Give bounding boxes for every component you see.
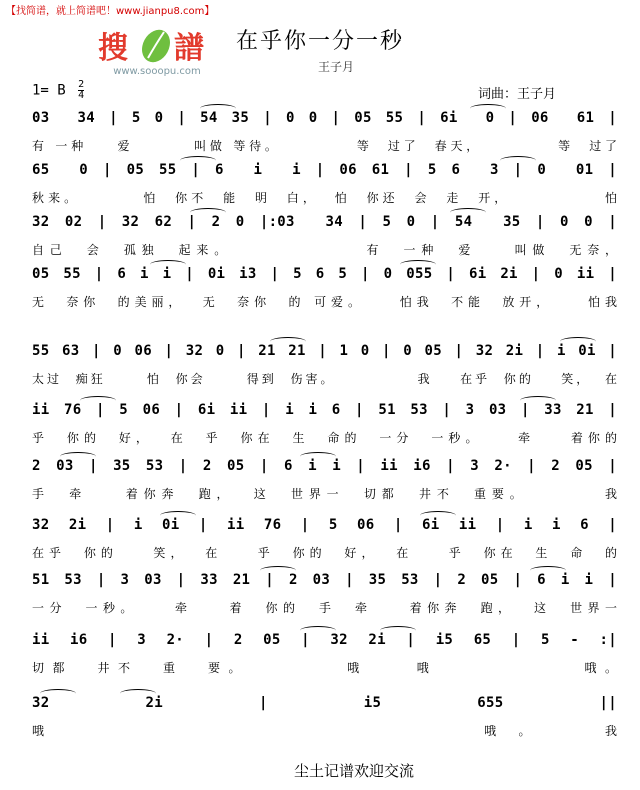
notation-line: 32 02 | 32 62 | 2 0 |:03 34 | 5 0 | 54 35 | 0 0 | xyxy=(32,214,617,230)
credits: 词曲：王子月 xyxy=(478,87,557,102)
slur-mark xyxy=(380,626,416,635)
time-signature-bottom: 4 xyxy=(78,90,85,101)
slur-mark xyxy=(160,511,196,520)
lyrics-line: 无 奈你 的美丽， 无 奈你 的 可爱。 怕我 不能 放开， 怕我 xyxy=(32,295,617,309)
notation-line: 55 63 | 0 06 | 32 0 | 21 21 | 1 0 | 0 05 | 32 2i | i 0i | xyxy=(32,343,617,359)
logo-char-1: 搜 xyxy=(98,31,128,66)
slur-mark xyxy=(190,208,226,217)
slur-mark xyxy=(120,689,156,698)
slur-mark xyxy=(500,156,536,165)
slur-mark xyxy=(400,260,436,269)
notation-line: ii i6 | 3 2· | 2 05 | 32 2i | i5 65 | 5 - :| xyxy=(32,632,617,648)
time-signature-top: 2 xyxy=(78,79,85,90)
slur-mark xyxy=(520,396,556,405)
lyrics-line: 一分 一秒。 牵 着 你的 手 牵 着你奔 跑， 这 世界一 xyxy=(32,601,617,615)
lyrics-line: 哦 哦。 我 xyxy=(32,724,617,738)
song-artist: 王子月 xyxy=(318,60,355,74)
slur-mark xyxy=(300,626,336,635)
notation-line: 2 03 | 35 53 | 2 05 | 6 i i | ii i6 | 3 2· | 2 05 | xyxy=(32,458,617,474)
notation-line: 51 53 | 3 03 | 33 21 | 2 03 | 35 53 | 2 05 | 6 i i | xyxy=(32,572,617,588)
lyrics-line: 在乎 你的 笑， 在 乎 你的 好， 在 乎 你在 生 命 的 xyxy=(32,546,617,560)
slur-mark xyxy=(420,511,456,520)
notation-line: 03 34 | 5 0 | 54 35 | 0 0 | 05 55 | 6i 0 | 06 61 | xyxy=(32,110,617,126)
slur-mark xyxy=(200,104,236,113)
slur-mark xyxy=(560,337,596,346)
slur-mark xyxy=(40,689,76,698)
score-row xyxy=(0,632,640,694)
key-label: 1= B xyxy=(32,82,66,99)
notation-line: 32 2i | i5 655 || xyxy=(32,695,617,711)
site-banner[interactable]: 【找简谱，就上简谱吧！www.jianpu8.com】 xyxy=(6,6,215,17)
logo-char-2: 譜 xyxy=(174,31,204,66)
lyrics-line: 切都 井不 重 要。 哦 哦 哦。 xyxy=(32,661,617,675)
slur-mark xyxy=(470,104,506,113)
score-row xyxy=(0,572,640,634)
notation-line: 65 0 | 05 55 | 6 i i | 06 61 | 5 6 3 | 0 01 | xyxy=(32,162,617,178)
slur-mark xyxy=(60,452,96,461)
time-signature xyxy=(78,80,84,101)
slur-mark xyxy=(150,260,186,269)
lyrics-line: 太过 痴狂 怕 你会 得到 伤害。 我 在乎 你的 笑， 在 xyxy=(32,372,617,386)
sooopu-logo xyxy=(92,24,222,82)
slur-mark xyxy=(530,566,566,575)
footer-note: 尘土记谱欢迎交流 xyxy=(294,762,415,780)
slur-mark xyxy=(270,337,306,346)
slur-mark xyxy=(300,452,336,461)
notation-line: 05 55 | 6 i i | 0i i3 | 5 6 5 | 0 055 | 6i 2i | 0 ii | xyxy=(32,266,617,282)
logo-graphic xyxy=(92,24,222,66)
lyrics-line: 手 牵 着你奔 跑， 这 世界一 切都 井不 重要。 我 xyxy=(32,487,617,501)
song-title: 在乎你一分一秒 xyxy=(236,29,405,54)
slur-mark xyxy=(260,566,296,575)
slur-mark xyxy=(450,208,486,217)
key-signature xyxy=(32,80,84,101)
lyrics-line: 乎 你的 好， 在 乎 你在 生 命的 一分 一秒。 牵 着你的 xyxy=(32,431,617,445)
logo-site-url: www.sooopu.com xyxy=(113,66,201,77)
score-row xyxy=(0,458,640,520)
lyrics-line: 自己 会 孤独 起来。 有 一种 爱 叫做 无奈， xyxy=(32,243,617,257)
slur-mark xyxy=(180,156,216,165)
notation-line: 32 2i | i 0i | ii 76 | 5 06 | 6i ii | i i 6 | xyxy=(32,517,617,533)
lyrics-line: 有 一种 爱 叫做 等待。 等 过了 春天， 等 过了 xyxy=(32,139,617,153)
notation-line: ii 76 | 5 06 | 6i ii | i i 6 | 51 53 | 3 03 | 33 21 | xyxy=(32,402,617,418)
score-row xyxy=(0,266,640,328)
lyrics-line: 秋来。 怕 你不 能 明 白， 怕 你还 会 走 开， 怕 xyxy=(32,191,617,205)
slur-mark xyxy=(80,396,116,405)
score-row xyxy=(0,695,640,757)
